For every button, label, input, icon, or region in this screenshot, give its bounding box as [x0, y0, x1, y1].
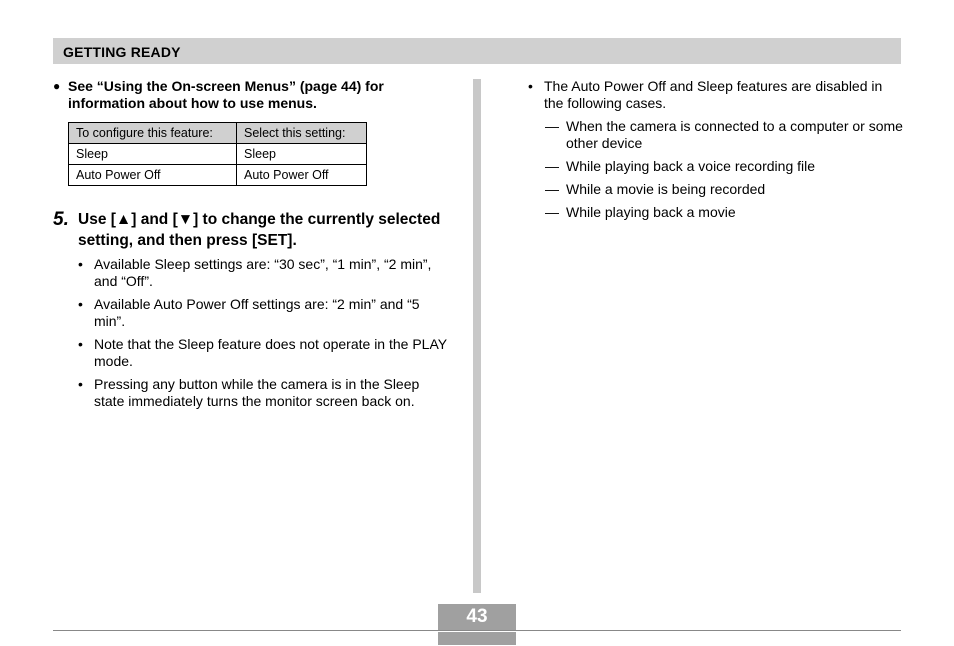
- list-item: [78, 256, 450, 290]
- bullet-icon: •: [78, 376, 83, 392]
- dash-marker: —: [545, 158, 559, 174]
- section-header-bar: [53, 38, 901, 64]
- step-number: 5.: [53, 209, 69, 230]
- step-instruction: Use [▲] and [▼] to change the currently selected setting, and then press [SET].: [78, 211, 441, 249]
- table-header-cell: To configure this feature:: [69, 123, 237, 144]
- case-text: While playing back a voice recording file: [566, 158, 816, 174]
- case-item: [545, 204, 903, 221]
- list-item: [528, 78, 903, 112]
- table-cell: Auto Power Off: [237, 165, 367, 186]
- page-number-tab: [438, 632, 516, 645]
- section-title: GETTING READY: [63, 44, 181, 60]
- list-item-text: Available Auto Power Off settings are: “2 min” and “5 min”.: [94, 296, 420, 329]
- dash-marker: —: [545, 118, 559, 134]
- table-header-cell: Select this setting:: [237, 123, 367, 144]
- case-text: While a movie is being recorded: [566, 181, 766, 197]
- dash-marker: —: [545, 181, 559, 197]
- footer-rule: [53, 630, 901, 631]
- step-bullet-list: [78, 256, 450, 416]
- bullet-icon: •: [78, 336, 83, 352]
- menu-note: [53, 78, 453, 112]
- case-text: While playing back a movie: [566, 204, 736, 220]
- table-row: [69, 144, 367, 165]
- table-cell: Sleep: [69, 144, 237, 165]
- list-item-text: Available Sleep settings are: “30 sec”, “1 min”, “2 min”, and “Off”.: [94, 256, 432, 289]
- list-item-text: Pressing any button while the camera is in the Sleep state immediately turns the monitor screen back on.: [94, 376, 420, 409]
- settings-table: [68, 122, 367, 186]
- list-item-text: Note that the Sleep feature does not operate in the PLAY mode.: [94, 336, 447, 369]
- note-bullet-icon: ●: [53, 79, 61, 93]
- table-header-row: [69, 123, 367, 144]
- table-row: [69, 165, 367, 186]
- right-column: [528, 78, 903, 227]
- left-column: [53, 78, 453, 409]
- list-item-text: The Auto Power Off and Sleep features are disabled in the following cases.: [544, 78, 883, 111]
- page-number: 43: [438, 604, 516, 630]
- case-item: [545, 181, 903, 198]
- case-item: [545, 158, 903, 175]
- bullet-icon: •: [528, 78, 533, 94]
- list-item: [78, 296, 450, 330]
- list-item: [78, 336, 450, 370]
- table-cell: Sleep: [237, 144, 367, 165]
- case-text: When the camera is connected to a computer or some other device: [566, 118, 903, 151]
- bullet-icon: •: [78, 296, 83, 312]
- table-cell: Auto Power Off: [69, 165, 237, 186]
- dash-marker: —: [545, 204, 559, 220]
- column-divider: [473, 79, 481, 593]
- note-text: See “Using the On-screen Menus” (page 44) for information about how to use menus.: [68, 78, 384, 111]
- list-item: [78, 376, 450, 410]
- case-item: [545, 118, 903, 152]
- step-5: [53, 209, 448, 251]
- bullet-icon: •: [78, 256, 83, 272]
